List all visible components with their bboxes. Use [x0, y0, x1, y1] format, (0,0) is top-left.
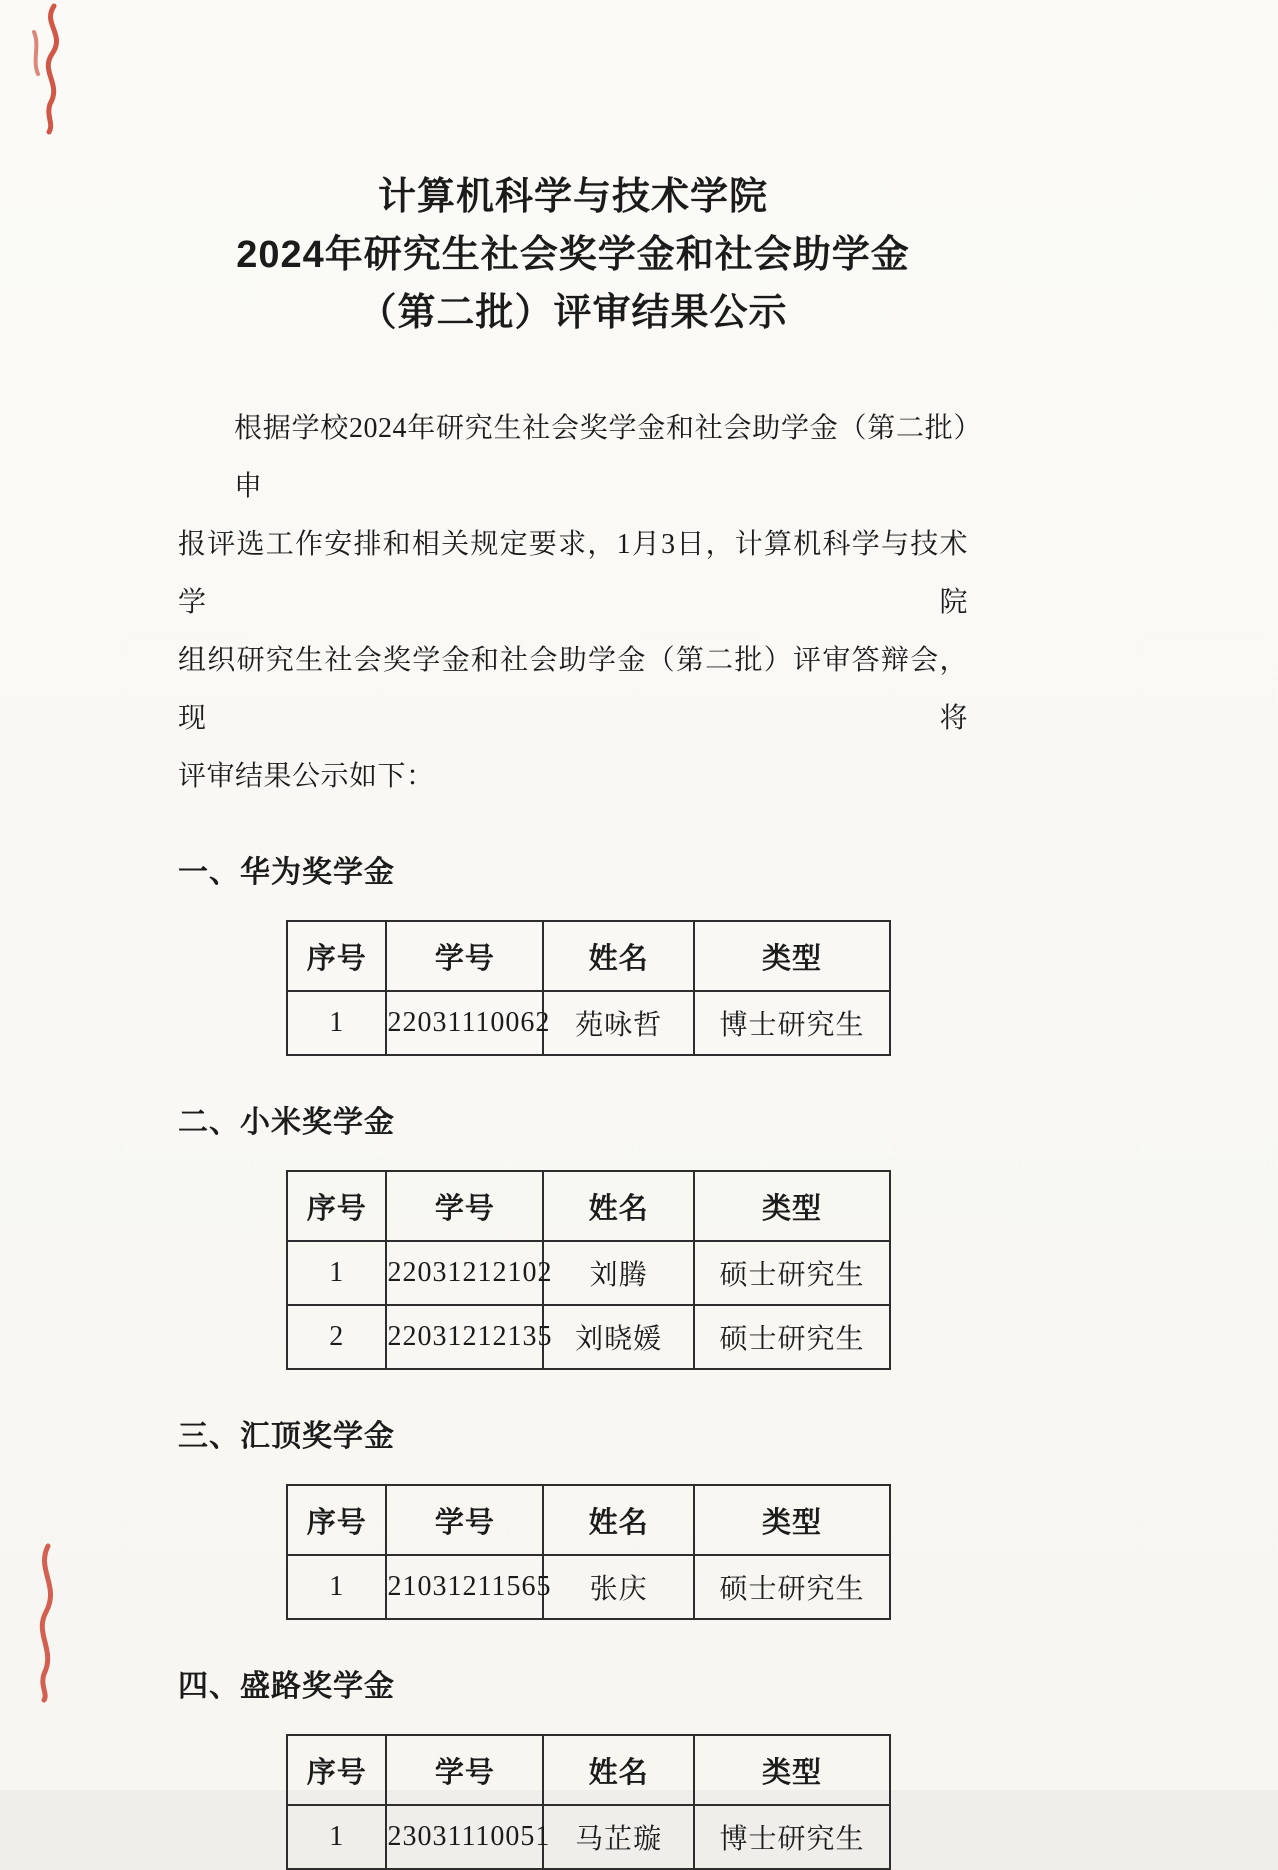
cell-type: 硕士研究生: [694, 1241, 890, 1305]
col-header-name: 姓名: [543, 921, 694, 991]
paragraph-line: 根据学校2024年研究生社会奖学金和社会助学金（第二批）申: [234, 413, 968, 502]
col-header-index: 序号: [287, 921, 386, 991]
table-header-row: [287, 1735, 890, 1805]
intro-paragraph: [178, 400, 968, 806]
col-header-student-id: 学号: [386, 1735, 543, 1805]
title-line-1: 计算机科学与技术学院: [377, 176, 768, 218]
cell-name: 刘腾: [543, 1241, 694, 1305]
col-header-name: 姓名: [543, 1171, 694, 1241]
cell-index: 1: [287, 1241, 386, 1305]
table-row: [287, 1305, 890, 1369]
cell-student-id: 22031212102: [386, 1241, 543, 1305]
cell-name: 苑咏哲: [543, 991, 694, 1055]
col-header-name: 姓名: [543, 1485, 694, 1555]
col-header-type: 类型: [694, 1485, 890, 1555]
col-header-type: 类型: [694, 1735, 890, 1805]
table-row: [287, 1805, 890, 1869]
cell-index: 2: [287, 1305, 386, 1369]
award-section: [178, 844, 968, 1056]
award-section: [178, 1658, 968, 1870]
cell-type: 博士研究生: [694, 991, 890, 1055]
document-title: [178, 168, 968, 342]
cell-type: 硕士研究生: [694, 1555, 890, 1619]
award-section: [178, 1094, 968, 1370]
title-line-2: 2024年研究生社会奖学金和社会助学金: [236, 234, 910, 276]
cell-index: 1: [287, 991, 386, 1055]
title-line-3: （第二批）评审结果公示: [358, 292, 788, 334]
section-heading: 三、汇顶奖学金: [178, 1420, 395, 1453]
table-row: [287, 991, 890, 1055]
section-heading: 四、盛路奖学金: [178, 1670, 395, 1703]
paragraph-line: 评审结果公示如下：: [178, 761, 435, 792]
col-header-student-id: 学号: [386, 1171, 543, 1241]
cell-student-id: 22031212135: [386, 1305, 543, 1369]
table-header-row: [287, 1171, 890, 1241]
table-header-row: [287, 921, 890, 991]
paragraph-line: 组织研究生社会奖学金和社会助学金（第二批）评审答辩会，现将: [178, 645, 968, 734]
cell-student-id: 22031110062: [386, 991, 543, 1055]
cell-name: 张庆: [543, 1555, 694, 1619]
section-heading: 二、小米奖学金: [178, 1106, 395, 1139]
col-header-name: 姓名: [543, 1735, 694, 1805]
cell-type: 硕士研究生: [694, 1305, 890, 1369]
cell-student-id: 21031211565: [386, 1555, 543, 1619]
award-section: [178, 1408, 968, 1620]
cell-student-id: 23031110051: [386, 1805, 543, 1869]
table-row: [287, 1555, 890, 1619]
col-header-index: 序号: [287, 1485, 386, 1555]
col-header-index: 序号: [287, 1735, 386, 1805]
award-table: [286, 1484, 891, 1620]
cell-name: 马芷璇: [543, 1805, 694, 1869]
cell-name: 刘晓媛: [543, 1305, 694, 1369]
col-header-type: 类型: [694, 921, 890, 991]
col-header-student-id: 学号: [386, 921, 543, 991]
col-header-student-id: 学号: [386, 1485, 543, 1555]
cell-index: 1: [287, 1555, 386, 1619]
sections: [178, 844, 968, 1870]
table-row: [287, 1241, 890, 1305]
table-header-row: [287, 1485, 890, 1555]
col-header-type: 类型: [694, 1171, 890, 1241]
award-table: [286, 920, 891, 1056]
cell-type: 博士研究生: [694, 1805, 890, 1869]
award-table: [286, 1170, 891, 1370]
cell-index: 1: [287, 1805, 386, 1869]
section-heading: 一、华为奖学金: [178, 856, 395, 889]
paragraph-line: 报评选工作安排和相关规定要求，1月3日，计算机科学与技术学院: [178, 529, 968, 618]
award-table: [286, 1734, 891, 1870]
col-header-index: 序号: [287, 1171, 386, 1241]
